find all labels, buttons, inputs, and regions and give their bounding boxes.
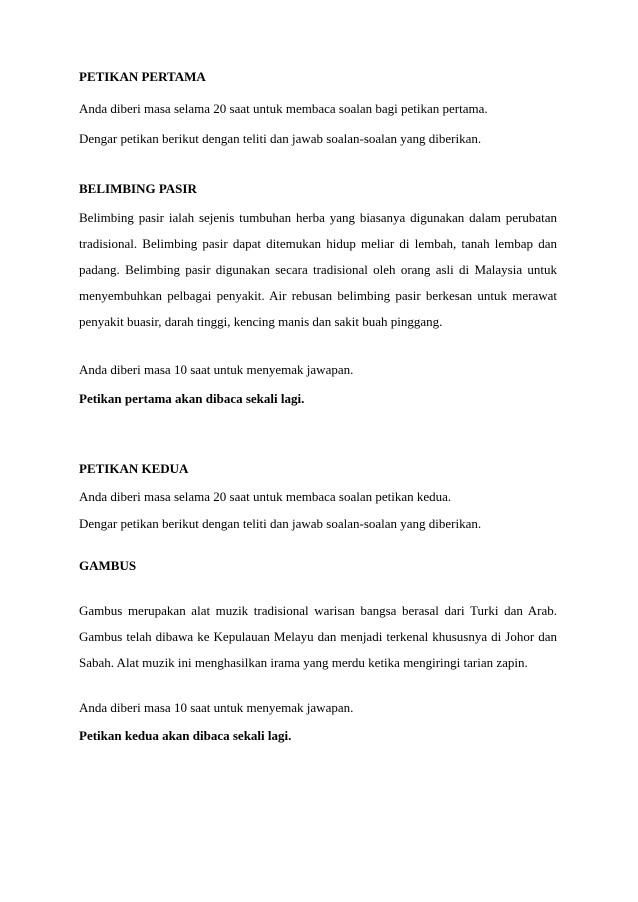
section1-heading: PETIKAN PERTAMA [79, 69, 206, 84]
section1-reread-note: Petikan pertama akan dibaca sekali lagi. [79, 391, 305, 406]
section2-passage-title: GAMBUS [79, 558, 137, 573]
section2-heading: PETIKAN KEDUA [79, 461, 189, 476]
section1-answer-time: Anda diberi masa 10 saat untuk menyemak jawapan. [79, 362, 354, 377]
section2-instruction-listen: Dengar petikan berikut dengan teliti dan jawab soalan-soalan yang diberikan. [79, 516, 482, 531]
section2-instruction-time: Anda diberi masa selama 20 saat untuk membaca soalan petikan kedua. [79, 489, 452, 504]
section2-reread-note: Petikan kedua akan dibaca sekali lagi. [79, 728, 292, 743]
section2-answer-time: Anda diberi masa 10 saat untuk menyemak jawapan. [79, 700, 354, 715]
section1-passage-title: BELIMBING PASIR [79, 181, 197, 196]
section1-instruction-time: Anda diberi masa selama 20 saat untuk membaca soalan bagi petikan pertama. [79, 101, 488, 116]
section1-passage-body: Belimbing pasir ialah sejenis tumbuhan herba yang biasanya digunakan dalam perubatan tradisional. Belimbing pasir dapat ditemukan hidup meliar di lembah, tanah lembap dan padang. Belimbing pasir digunakan secara tradisional oleh orang asli di Malaysia untuk menyembuhkan pelbagai penyakit. Air rebusan belimbing pasir berkesan untuk merawat penyakit buasir, darah tinggi, kencing manis dan sakit buah pinggang. [79, 210, 557, 329]
section1-instruction-listen: Dengar petikan berikut dengan teliti dan jawab soalan-soalan yang diberikan. [79, 131, 482, 146]
section2-passage-body: Gambus merupakan alat muzik tradisional warisan bangsa berasal dari Turki dan Arab. Gambus telah dibawa ke Kepulauan Melayu dan menjadi terkenal khususnya di Johor dan Sabah. Alat muzik ini menghasilkan irama yang merdu ketika mengiringi tarian zapin. [79, 603, 557, 670]
